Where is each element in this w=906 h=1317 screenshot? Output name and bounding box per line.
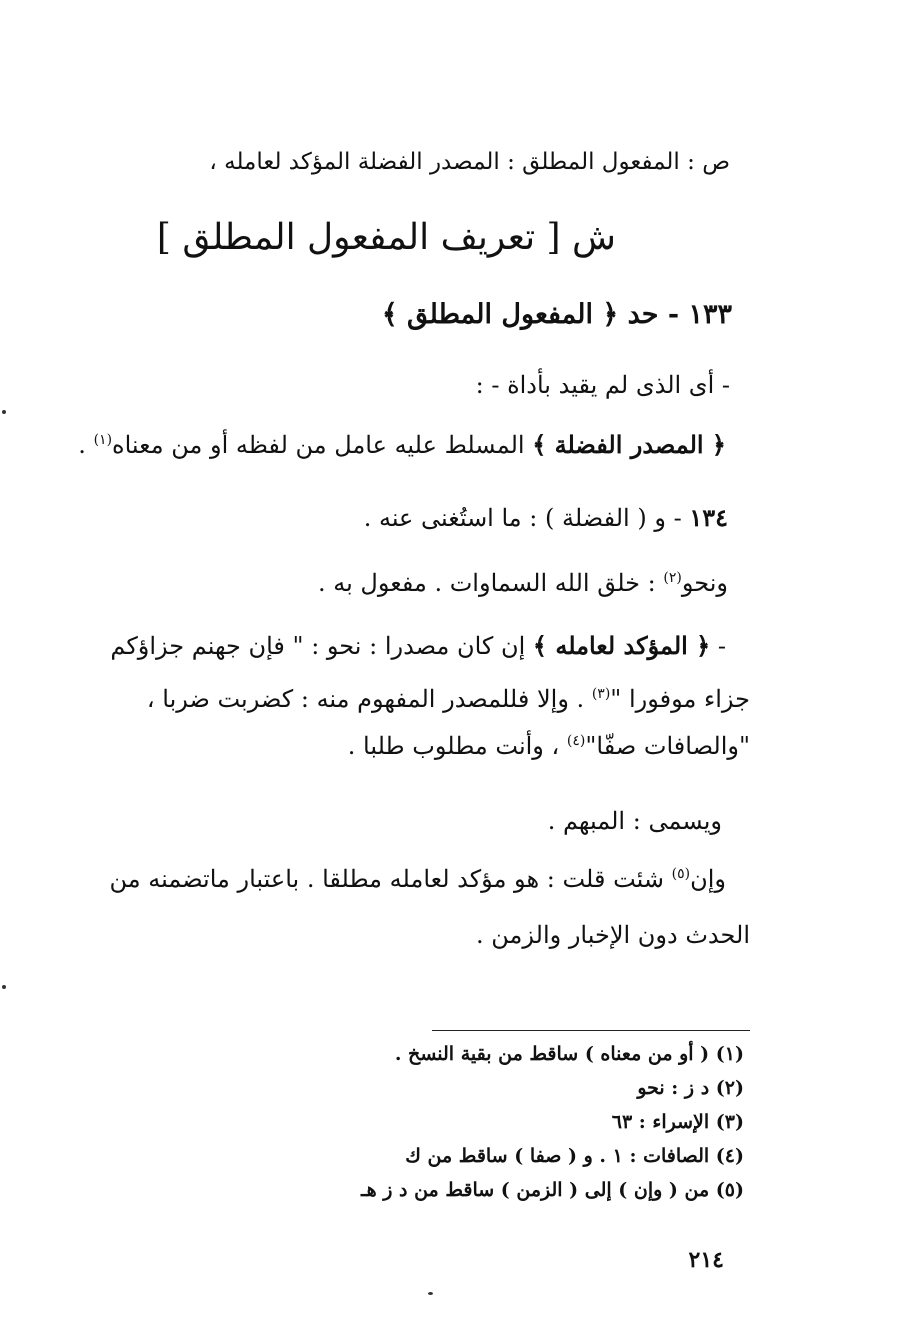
nahw-text: : خلق الله السماوات . مفعول به .: [317, 569, 656, 597]
dash: -: [717, 632, 726, 660]
wain-word: وإن: [690, 865, 726, 893]
muakkad-line-3: [348, 733, 750, 759]
paragraph-text: - و ( الفضلة ) : ما استُغنى عنه .: [363, 504, 682, 532]
muakkad-text-1: إن كان مصدرا : نحو : " فإن جهنم جزاؤكم: [110, 632, 526, 660]
footnote-3: (٣) الإسراء : ٦٣: [611, 1111, 744, 1133]
footnote-5: (٥) من ( وإن ) إلى ( الزمن ) ساقط من د ز هـ: [361, 1179, 744, 1201]
defined-term: ﴿ المفعول المطلق ﴾: [381, 299, 619, 330]
paragraph-number: ١٣٤: [689, 503, 728, 532]
footnote-1: (١) ( أو من معناه ) ساقط من بقية النسخ .: [394, 1043, 744, 1065]
wain-text-1: شئت قلت : هو مؤكد لعامله مطلقا . باعتبار ماتضمنه من: [109, 865, 664, 893]
muakkad-line-2: [147, 686, 750, 712]
footnote-ref-1: (١): [93, 432, 113, 448]
footnote-ref-2: (٢): [663, 570, 682, 586]
wain-line-2: الحدث دون الإخبار والزمن .: [476, 921, 750, 949]
footnote-ref-4: (٤): [566, 733, 586, 749]
wain-line-1: [109, 866, 726, 892]
muakkad-term: ﴿ المؤكد لعامله ﴾: [532, 631, 711, 660]
yusamma-line: ويسمى : المبهم .: [547, 807, 722, 835]
quran-quote: "والصافات صفّا": [585, 732, 750, 760]
section-heading: ش [ تعريف المفعول المطلق ]: [156, 217, 616, 258]
footnote-ref-5: (٥): [671, 866, 691, 882]
adat-line: - أى الذى لم يقيد بأداة - :: [475, 371, 730, 399]
muakkad-text-3: ، وأنت مطلوب طلبا .: [347, 732, 560, 760]
footnote-2: (٢) د ز : نحو: [637, 1077, 744, 1099]
scan-speck: [428, 1292, 433, 1295]
footnote-4: (٤) الصافات : ١ . و ( صفا ) ساقط من ك: [405, 1145, 744, 1167]
definition-term: ﴿ المصدر الفضلة ﴾: [532, 430, 726, 459]
scan-speck: [2, 410, 6, 414]
muakkad-text-2: . وإلا فللمصدر المفهوم منه : كضربت ضربا ،: [146, 685, 585, 713]
muakkad-line-1: [110, 633, 726, 659]
definition-text: المسلط عليه عامل من لفظه أو من معناه: [112, 431, 525, 459]
footnote-ref-3: (٣): [591, 686, 611, 702]
definition-end: .: [78, 431, 86, 459]
matn-line: ص : المفعول المطلق : المصدر الفضلة المؤكد لعامله ،: [209, 149, 730, 175]
nahw-word: ونحو: [681, 569, 728, 597]
paragraph-134: [364, 505, 728, 531]
scan-speck: [2, 985, 6, 989]
footnote-separator: [432, 1030, 750, 1031]
nahw-line: [318, 570, 728, 596]
definition-line: [78, 432, 726, 458]
paragraph-133-heading: [382, 300, 732, 330]
quran-quote: جزاء موفورا ": [610, 685, 750, 713]
page-number: ٢١٤: [688, 1247, 724, 1273]
paragraph-number: ١٣٣ - حد: [627, 299, 732, 330]
